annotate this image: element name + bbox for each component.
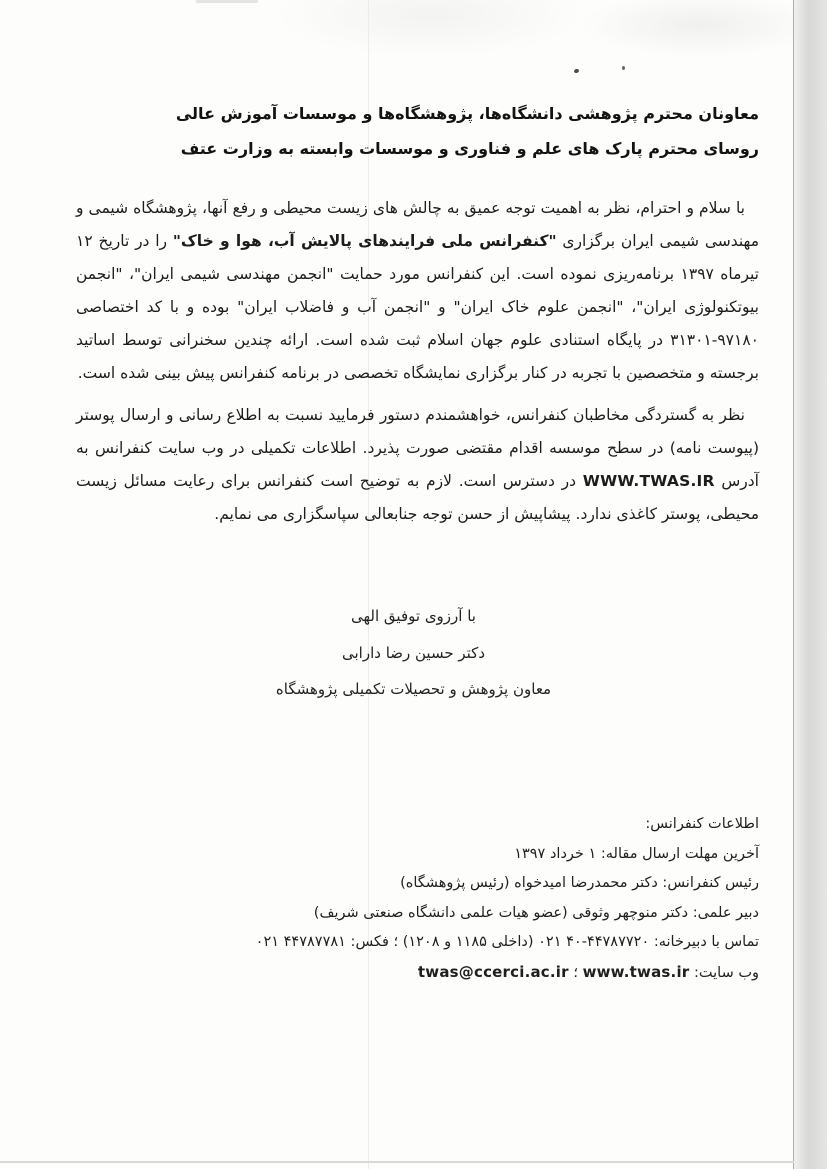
- conference-website-url-inline: WWW.TWAS.IR: [582, 472, 715, 490]
- paragraph-1-rest: را در تاریخ ۱۲ تیرماه ۱۳۹۷ برنامه‌ریزی نموده است. این کنفرانس مورد حمایت "انجمن مهندسی شیمی ایران"، "انجمن بیوتکنولوژی ایران"، "انجمن علوم خاک ایران" و "انجمن آب و فاضلاب ایران" بوده و با کد اختصاصی ۹۷۱۸۰-۳۱۳۰۱ در پایگاه استنادی علوم جهان اسلام ثبت شده است. ارائه چندین سخنرانی توسط اساتید برجسته و متخصصین با تجربه در کنار برگزاری نمایشگاه تخصصی در برنامه کنفرانس پیش بینی شده است.: [76, 232, 759, 382]
- signature-block: [0, 598, 827, 708]
- paragraph-2-intro: نظر به گستردگی مخاطبان کنفرانس، خواهشمندم دستور فرمایید نسبت به اطلاع رسانی و ارسال پوستر (پیوست نامه) در سطح موسسه اقدام مقتضی صورت پذیرد. اطلاعات تکمیلی در وب سایت کنفرانس به آدرس: [76, 406, 759, 490]
- body-paragraph-1: [76, 192, 759, 390]
- scan-bottom-edge: [0, 1161, 794, 1163]
- signature-blessing: با آرزوی توفیق الهی: [351, 607, 476, 625]
- signatory-title: معاون پژوهش و تحصیلات تکمیلی پژوهشگاه: [275, 680, 552, 698]
- recipient-line-2: روسای محترم پارک های علم و فناوری و موسسات وابسته به وزارت عتف: [180, 139, 759, 158]
- conference-title-bold: "کنفرانس ملی فرایندهای پالایش آب، هوا و خاک": [172, 232, 557, 250]
- paper-edge-shadow: [793, 0, 827, 1169]
- scientific-secretary-line: دبیر علمی: دکتر منوچهر وثوقی (عضو هیات علمی دانشگاه صنعتی شریف): [313, 904, 759, 921]
- body-paragraph-2: [76, 399, 759, 531]
- website-label: وب سایت:: [689, 964, 759, 981]
- recipients-block: [76, 0, 759, 166]
- conference-info-heading: اطلاعات کنفرانس:: [645, 816, 759, 832]
- separator: ؛: [568, 964, 583, 981]
- phone-fax-line: تماس با دبیرخانه: ۴۴۷۸۷۷۲۰-۴۰ ۰۲۱ (داخلی ۱۱۸۵ و ۱۲۰۸) ؛ فکس: ۴۴۷۸۷۷۸۱ ۰۲۱: [255, 934, 759, 950]
- paragraph-2-rest: در دسترس است. لازم به توضیح است کنفرانس برای رعایت مسائل زیست محیطی، پوستر کاغذی ندارد. پیشاپیش از حسن توجه جنابعالی سپاسگزاری می نمایم.: [76, 472, 759, 523]
- deadline-line: آخرین مهلت ارسال مقاله: ۱ خرداد ۱۳۹۷: [514, 845, 759, 862]
- recipient-line-1: معاونان محترم پژوهشی دانشگاه‌ها، پژوهشگاه‌ها و موسسات آموزش عالی: [175, 104, 759, 123]
- website-line: [76, 958, 759, 989]
- paragraph-1-intro: با سلام و احترام، نظر به اهمیت توجه عمیق به چالش های زیست محیطی و رفع آنها، پژوهشگاه شیمی و مهندسی شیمی ایران برگزاری: [76, 199, 759, 250]
- letter-body: [76, 0, 759, 531]
- email-address: twas@ccerci.ac.ir: [417, 962, 569, 981]
- conference-info-block: [76, 810, 759, 988]
- chair-line: رئیس کنفرانس: دکتر محمدرضا امیدخواه (رئیس پژوهشگاه): [400, 875, 759, 891]
- signatory-name: دکتر حسین رضا دارابی: [341, 643, 485, 662]
- website-url: www.twas.ir: [582, 962, 690, 981]
